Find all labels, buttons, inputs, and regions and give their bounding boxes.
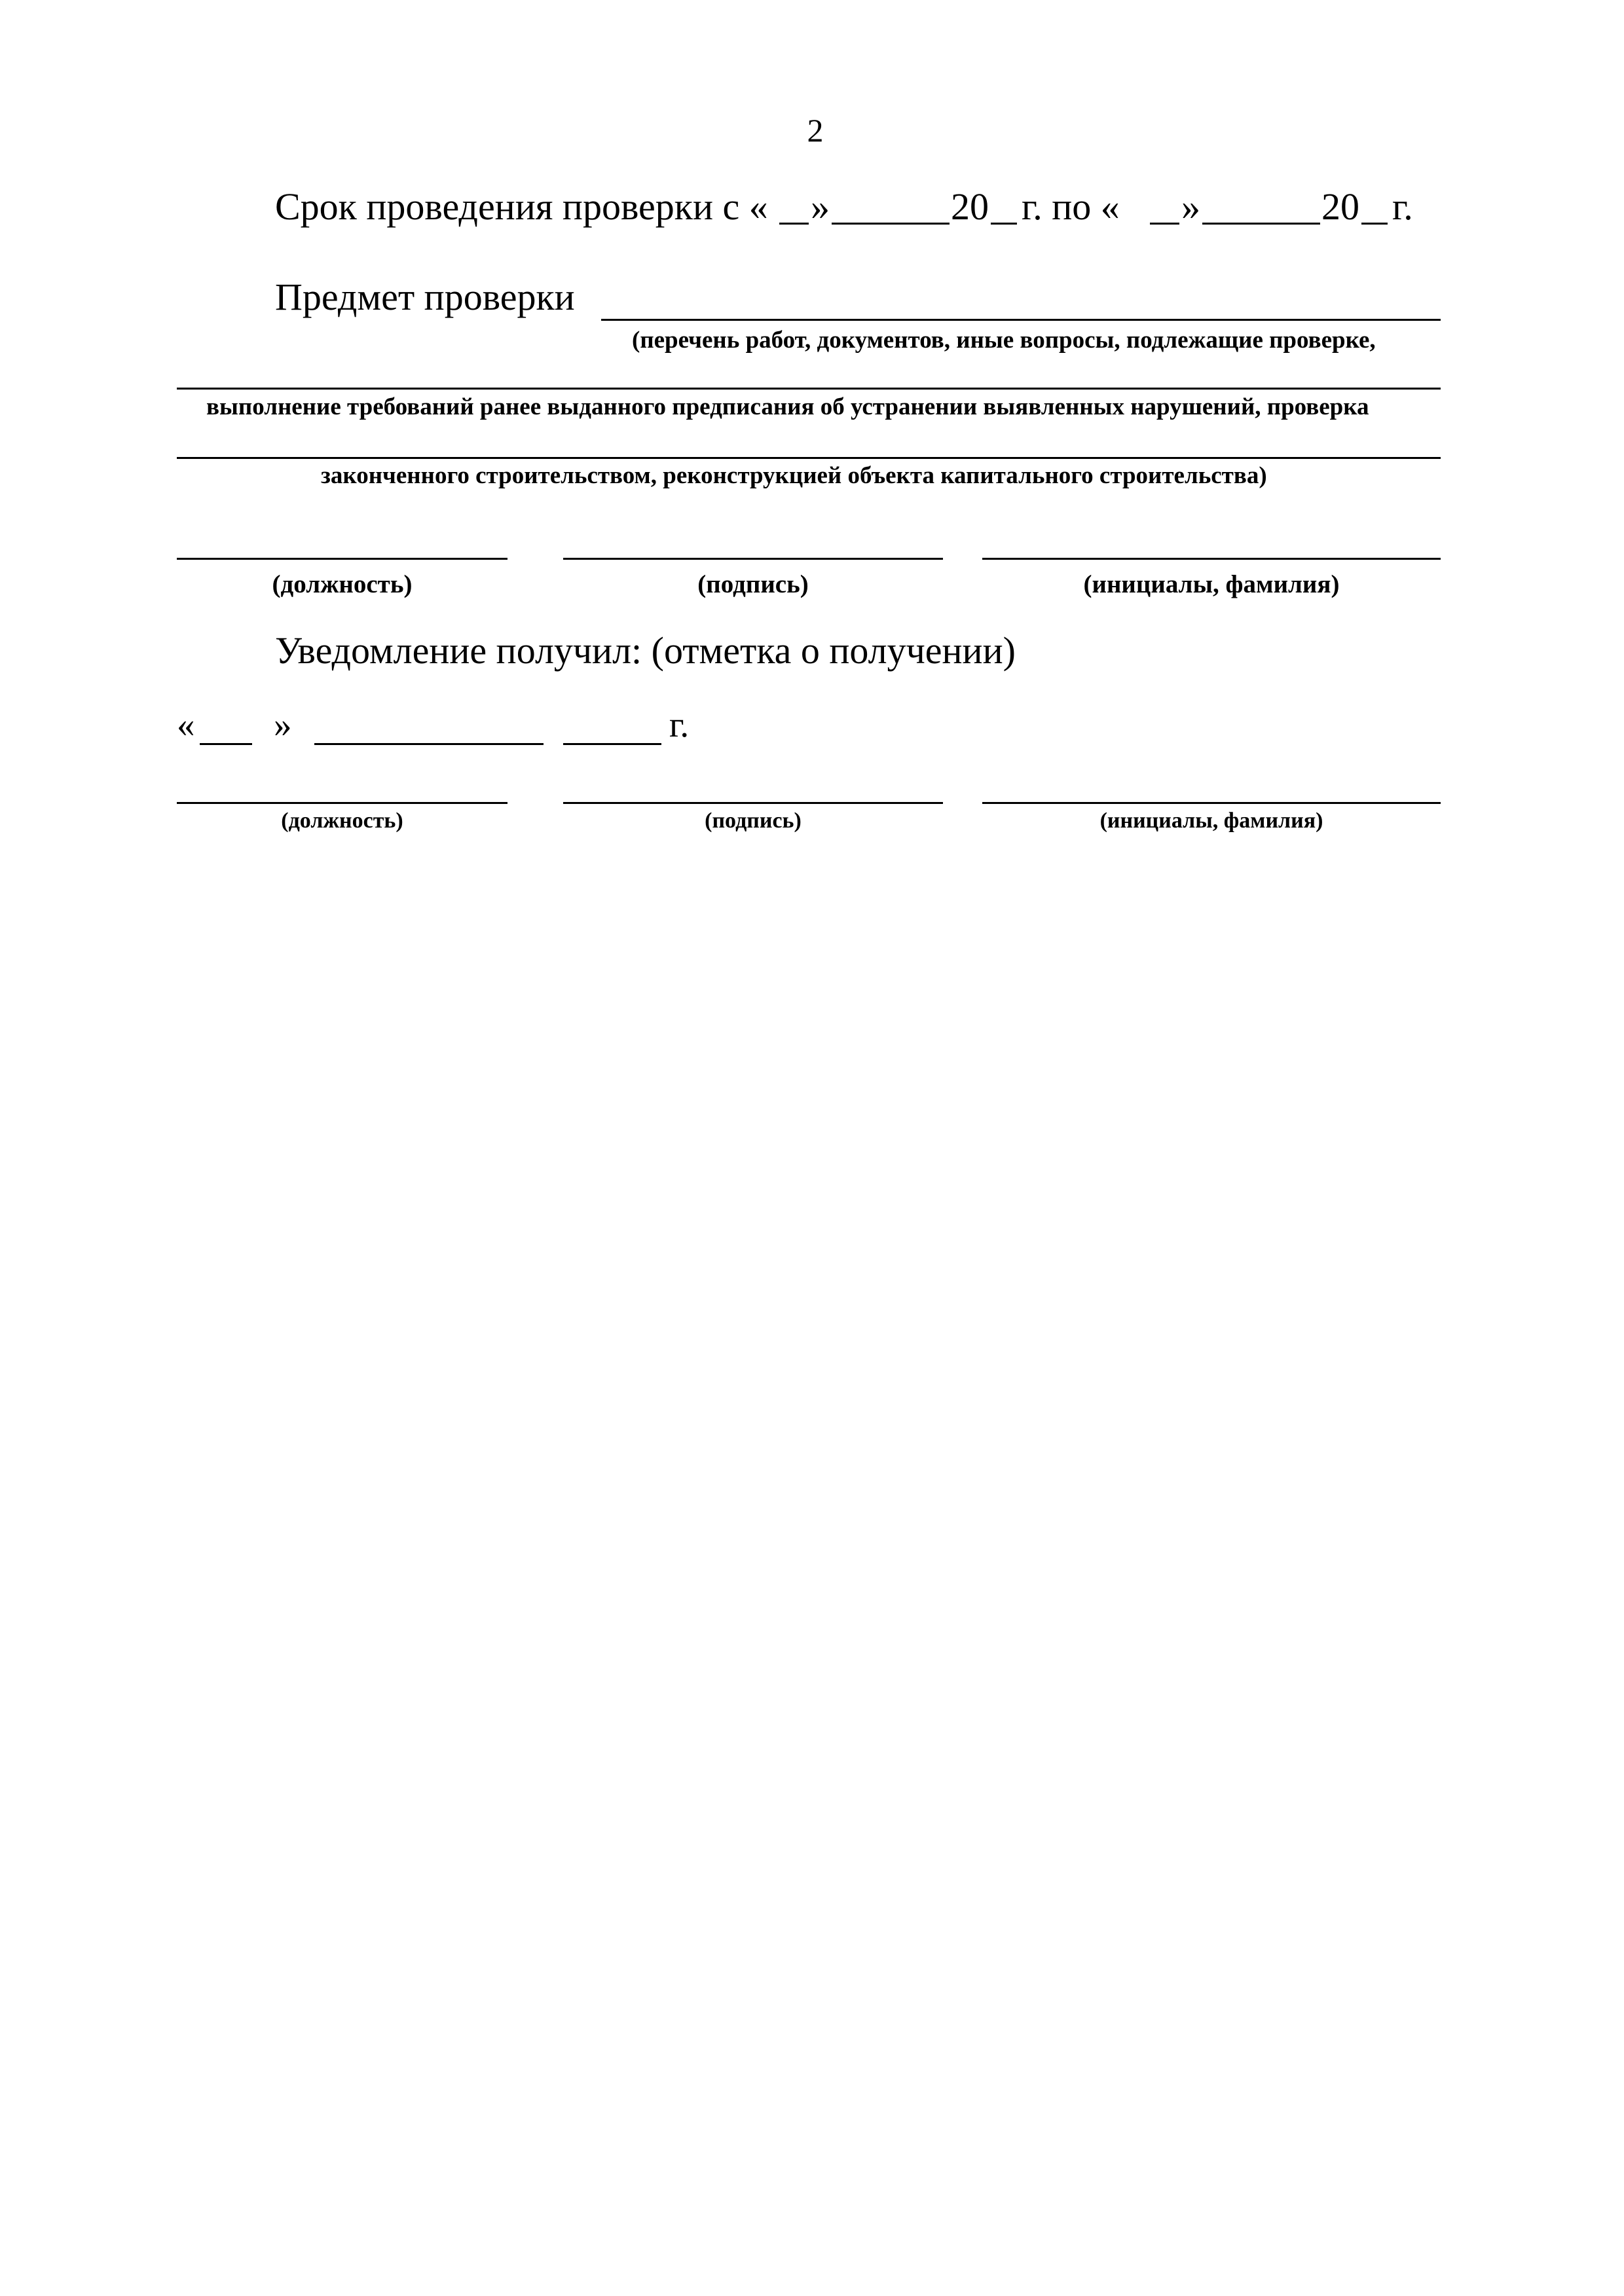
notice-quote-close: » [274,704,292,744]
subject-note-line-1: (перечень работ, документов, иные вопросы, подлежащие проверке, [632,327,1376,354]
signature-field-2[interactable] [563,802,943,804]
end-year-field[interactable] [1361,223,1388,225]
page-number: 2 [807,112,824,149]
end-month-field[interactable] [1202,223,1320,225]
name-caption-1: (инициалы, фамилия) [1083,570,1340,598]
subject-field-line-3[interactable] [177,457,1441,459]
period-quote-close-2: » [1181,185,1200,228]
notice-month-field[interactable] [314,743,544,745]
position-caption-1: (должность) [272,570,413,598]
period-label: Срок проведения проверки с « [275,185,768,228]
subject-note-line-3: законченного строительством, реконструкцией объекта капитального строительства) [321,462,1267,489]
period-year-suffix-2: г. [1392,185,1413,228]
start-month-field[interactable] [832,223,950,225]
position-caption-2: (должность) [281,809,403,833]
end-day-field[interactable] [1150,223,1179,225]
period-year-prefix-2: 20 [1321,185,1359,228]
period-quote-close-1: » [811,185,830,228]
position-field-2[interactable] [177,802,507,804]
notice-year-field[interactable] [563,743,661,745]
start-day-field[interactable] [779,223,809,225]
start-year-field[interactable] [991,223,1017,225]
name-caption-2: (инициалы, фамилия) [1099,809,1323,833]
notice-date-line [177,704,766,750]
signature-caption-2: (подпись) [705,809,802,833]
period-to-label: г. по « [1022,185,1120,228]
subject-field-line-2[interactable] [177,388,1441,390]
signature-field-1[interactable] [563,558,943,560]
position-field-1[interactable] [177,558,507,560]
inspection-period-line [275,185,1454,230]
notice-quote-open: « [177,704,195,744]
subject-note-line-2: выполнение требований ранее выданного предписания об устранении выявленных нарушений, проверка [206,393,1369,420]
notice-year-suffix: г. [669,704,690,744]
subject-field-line-1[interactable] [601,319,1441,321]
name-field-2[interactable] [982,802,1441,804]
subject-label: Предмет проверки [275,276,575,318]
period-year-prefix-1: 20 [951,185,989,228]
notice-heading: Уведомление получил: (отметка о получении) [275,629,1016,672]
signature-caption-1: (подпись) [697,570,809,598]
name-field-1[interactable] [982,558,1441,560]
notice-day-field[interactable] [200,743,252,745]
